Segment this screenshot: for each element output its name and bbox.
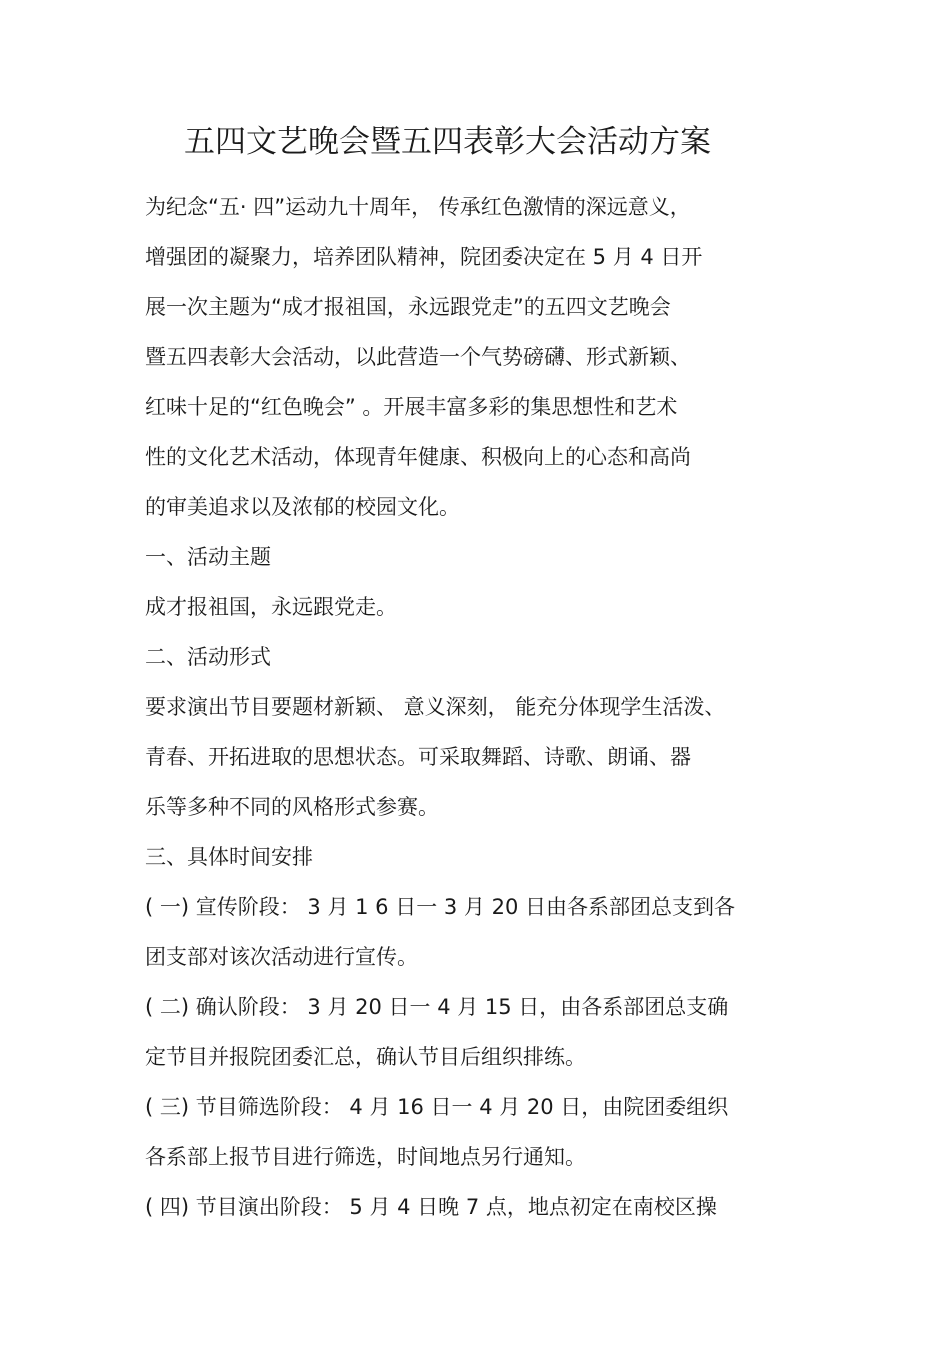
paragraph-line: 增强团的凝聚力，培养团队精神，院团委决定在 5 月 4 日开	[145, 245, 703, 269]
paragraph-line: 成才报祖国，永远跟党走。	[145, 595, 397, 619]
paragraph-line: 暨五四表彰大会活动，以此营造一个气势磅礴、形式新颖、	[145, 345, 691, 369]
paragraph-line: 的审美追求以及浓郁的校园文化。	[145, 495, 460, 519]
paragraph-line: 要求演出节目要题材新颖、 意义深刻， 能充分体现学生活泼、	[145, 695, 726, 719]
paragraph-line: 红味十足的“红色晚会” 。开展丰富多彩的集思想性和艺术	[145, 395, 678, 419]
paragraph-line: 青春、开拓进取的思想状态。可采取舞蹈、诗歌、朗诵、器	[145, 745, 691, 769]
paragraph-line: ( 一) 宣传阶段： 3 月 1 6 日一 3 月 20 日由各系部团总支到各	[145, 895, 735, 919]
paragraph-line: 性的文化艺术活动，体现青年健康、积极向上的心态和高尚	[145, 445, 691, 469]
paragraph-line: 团支部对该次活动进行宣传。	[145, 945, 418, 969]
document-title: 五四文艺晚会暨五四表彰大会活动方案	[184, 124, 711, 160]
section-heading: 三、具体时间安排	[145, 845, 313, 869]
paragraph-line: 各系部上报节目进行筛选，时间地点另行通知。	[145, 1145, 586, 1169]
paragraph-line: 定节目并报院团委汇总，确认节目后组织排练。	[145, 1045, 586, 1069]
paragraph-line: 乐等多种不同的风格形式参赛。	[145, 795, 439, 819]
paragraph-line: ( 四) 节目演出阶段： 5 月 4 日晚 7 点，地点初定在南校区操	[145, 1195, 717, 1219]
paragraph-line: 展一次主题为“成才报祖国，永远跟党走”的五四文艺晚会	[145, 295, 671, 319]
section-heading: 二、活动形式	[145, 645, 271, 669]
paragraph-line: ( 三) 节目筛选阶段： 4 月 16 日一 4 月 20 日，由院团委组织	[145, 1095, 729, 1119]
paragraph-line: 为纪念“五· 四”运动九十周年， 传承红色激情的深远意义，	[145, 195, 691, 219]
paragraph-line: ( 二) 确认阶段： 3 月 20 日一 4 月 15 日，由各系部团总支确	[145, 995, 729, 1019]
section-heading: 一、活动主题	[145, 545, 271, 569]
